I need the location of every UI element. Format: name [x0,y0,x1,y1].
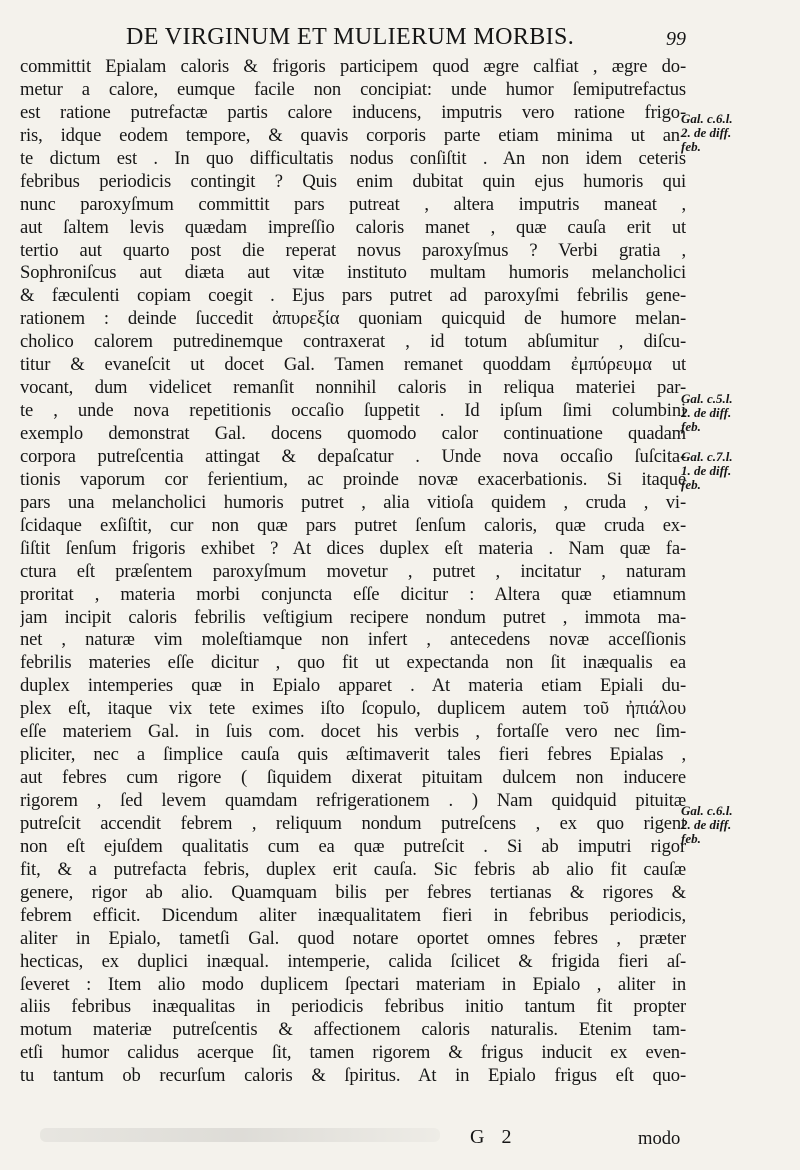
text-line: ris, idque eodem tempore, & quavis corporis parte etiam minima ut an- [20,124,686,146]
text-line: plex eſt, itaque vix tete eximes iſto ſcopulo, duplicem autem τοῦ ἠπιάλου [20,698,686,720]
margin-note-line: 1. de diff. [681,464,732,478]
text-line: corpora putreſcentia attingat & depaſcatur . Unde nova occaſio ſuſcita- [20,445,686,467]
text-line: metur a calore, eumque facile non concipiat: unde humor ſemiputrefactus [20,78,686,100]
margin-note [681,450,797,492]
text-line: te dictum est . In quo difficultatis nodus conſiſtit . An non idem ceteris [20,147,686,169]
catchword: modo [638,1128,681,1149]
signature-mark: G 2 [470,1126,518,1148]
text-line: & fæculenti copiam coegit . Ejus pars putret ad paroxyſmi febrilis gene- [20,285,686,307]
text-line: rigorem , ſed levem quamdam refrigerationem . ) Nam quidquid pituitæ [20,790,686,811]
text-line: motum materiæ putreſcentis & affectionem caloris naturalis. Etenim tam- [20,1019,686,1041]
text-line: ſcidaque exſiſtit, cur non quæ pars putret ſenſum caloris, quæ cruda ex- [20,514,686,536]
text-line: ctura eſt præſentem paroxyſmum movetur , putret , incitatur , naturam [20,560,686,582]
margin-note-line: 2. de diff. [681,126,732,140]
text-line: aliter in Epialo, tametſi Gal. quod notare oportet omnes febres , præter [20,927,686,949]
body-text [20,56,686,1088]
text-line: vocant, dum videlicet remanſit nonnihil caloris in reliqua materiei par- [20,377,686,399]
text-line: tertio aut quarto post die reperat novus paroxyſmus ? Verbi gratia , [20,239,686,261]
text-line: tionis vaporum cor ferientium, ac proinde novæ exacerbationis. Si itaque [20,468,686,490]
margin-note-line: Gal. c.6.l. [681,112,733,126]
text-line: febrilis materies eſſe dicitur , quo fit ut expectanda non ſit inæqualis ea [20,652,686,674]
margin-note-line: feb. [681,420,701,434]
text-line: ſeveret : Item alio modo duplicem ſpectari materiam in Epialo , aliter in [20,973,686,995]
text-line: aliis febribus inæqualitas in periodicis febribus initio tantum fit propter [20,996,686,1018]
text-line: jam incipit caloris febrilis veſtigium recipere nondum putret , immota ma- [20,606,686,628]
text-line: putreſcit accendit febrem , reliquum nondum putreſcens , ex quo rigent [20,812,686,834]
running-title: DE VIRGINUM ET MULIERUM MORBIS. [126,24,575,50]
margin-note [681,804,797,846]
text-line: hecticas, ex duplici inæqual. intemperie, calida ſcilicet & frigida fieri aſ- [20,950,686,972]
text-line: pars una melancholici humoris putret , alia vitioſa quidem , cruda , vi- [20,491,686,513]
text-line: cholico calorem putredinemque contraxerat , id totum abſumitur , diſcu- [20,331,686,353]
text-line: nunc paroxyſmum committit pars putreat , altera imputris maneat , [20,193,686,215]
text-line: febrem efficit. Dicendum aliter inæqualitatem fieri in febribus periodicis, [20,904,686,926]
text-line: est ratione putrefactæ partis calore inducens, imputris vero ratione frigo- [20,101,686,123]
margin-note-line: 2. de diff. [681,406,732,420]
text-line: etſi humor calidus acerque ſit, tamen rigorem & frigus inducit ex even- [20,1042,686,1064]
text-line: rationem : deinde ſuccedit ἀπυρεξία quoniam quicquid de humore melan- [20,308,686,330]
text-line: non eſt ejuſdem qualitatis cum ea quæ putreſcit . Si ab imputri rigor [20,835,686,857]
page-header [126,24,686,54]
margin-note-line: Gal. c.6.l. [681,804,733,818]
text-line: eſſe materiem Gal. in ſuis com. docet his verbis , fortaſſe vero nec ſim- [20,721,686,743]
text-line: ſiſtit ſenſum frigoris exhibet ? At dices duplex eſt materia . Nam quæ fa- [20,537,686,559]
text-line: aut febres cum rigore ( ſiquidem dixerat pituitam dulcem non inducere [20,767,686,789]
margin-note-line: feb. [681,140,701,154]
text-line: te , unde nova repetitionis occaſio ſuppetit . Id ipſum ſimi columbini [20,400,686,422]
margin-note-line: feb. [681,832,701,846]
text-line: Sophroniſcus aut diæta aut vitæ instituto multam humoris melancholici [20,262,686,284]
text-line: pliciter, nec a ſimplice cauſa quis æſtimaverit tales fieri febres Epialas , [20,744,686,766]
text-line: net , naturæ vim moleſtiamque non infert , antecedens novæ acceſſionis [20,629,686,651]
margin-note-line: Gal. c.5.l. [681,392,733,406]
margin-note-line: feb. [681,478,701,492]
margin-note [681,392,797,434]
text-line: genere, rigor ab alio. Quamquam bilis per febres tertianas & rigores & [20,881,686,903]
margin-note-line: 2. de diff. [681,818,732,832]
text-line: exemplo demonstrat Gal. docens quomodo calor continuatione quadam [20,423,686,444]
text-line: fit, & a putrefacta febris, duplex erit cauſa. Sic febris ab alio fit cauſæ [20,858,686,880]
text-line: committit Epialam caloris & frigoris participem quod ægre calfiat , ægre do- [20,56,686,77]
margin-note-line: Gal. c.7.l. [681,450,733,464]
text-line: duplex intemperies quæ in Epialo apparet . At materia etiam Epiali du- [20,675,686,697]
text-line: febribus periodicis contingit ? Quis enim dubitat quin ejus humoris qui [20,170,686,192]
margin-note [681,112,797,154]
text-line: proritat , materia morbi conjuncta eſſe dicitur : Altera quæ etiamnum [20,583,686,605]
text-line: tu tantum ob recurſum caloris & ſpiritus. At in Epialo frigus eſt quo- [20,1065,686,1087]
page-number: 99 [666,28,686,50]
text-line: titur & evaneſcit ut docet Gal. Tamen remanet quoddam ἐμπύρευμα ut [20,354,686,376]
text-line: aut ſaltem levis quædam impreſſio caloris manet , quæ cauſa erit ut [20,216,686,238]
bleed-through-smudge [40,1128,440,1142]
